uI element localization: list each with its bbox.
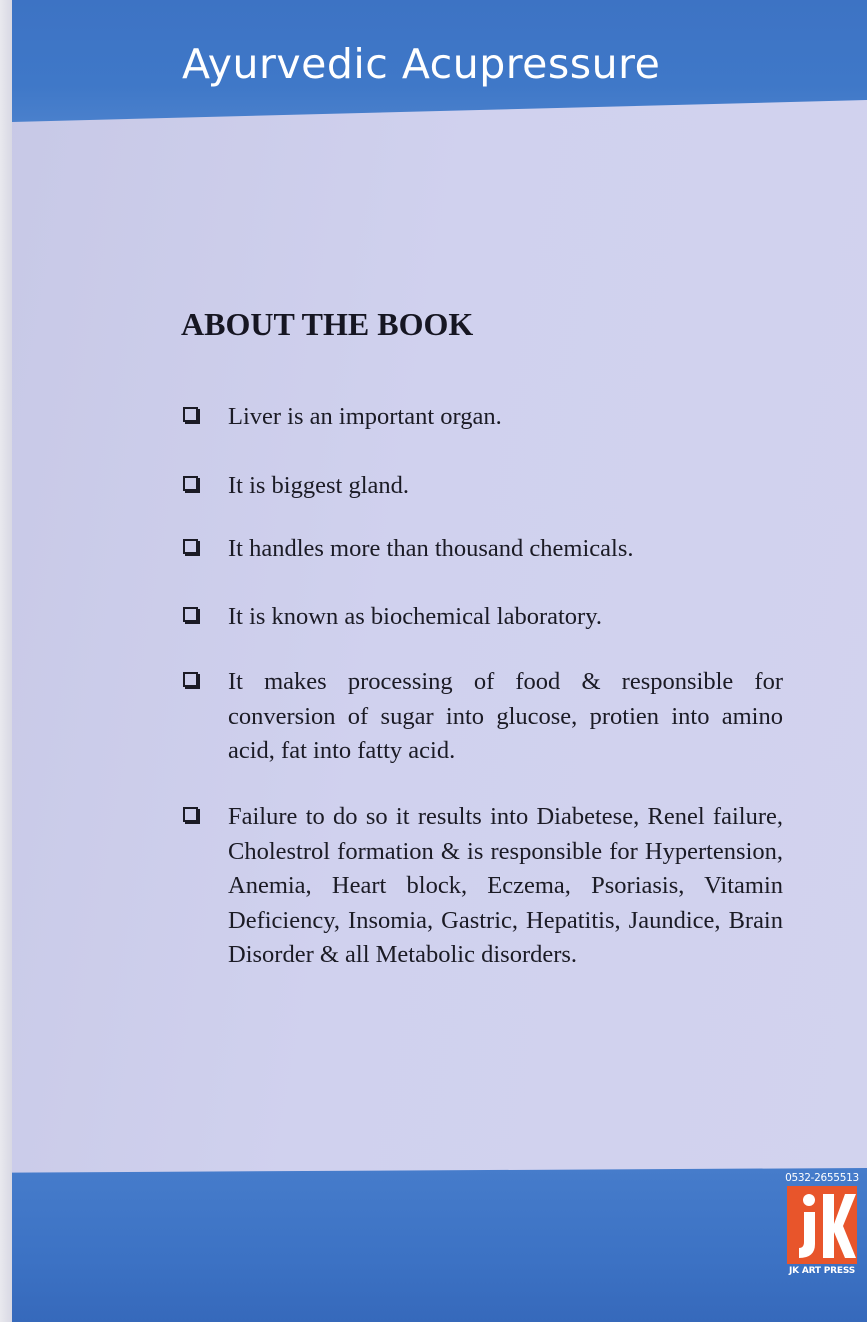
checkbox-bullet-icon (183, 476, 198, 491)
cover-edge (0, 0, 12, 1322)
list-item-text: It is biggest gland. (228, 472, 410, 499)
checkbox-bullet-icon (183, 807, 198, 822)
list-item-text: Liver is an important organ. (228, 403, 502, 430)
checkbox-bullet-icon (183, 672, 198, 687)
publisher-name: JK ART PRESS (788, 1266, 856, 1276)
list-item (183, 400, 783, 435)
checkbox-bullet-icon (183, 407, 198, 422)
section-heading: ABOUT THE BOOK (181, 306, 474, 342)
jk-logo-icon (787, 1186, 857, 1264)
list-item-text: Failure to do so it results into Diabetese, Renel failure, Cholestrol formation & is responsible for Hypertension, Anemia, Heart block, Eczema, Psoriasis, Vitamin Deficiency, Insomia, Gastric, Hepatitis, Jaundice, Brain Disorder & all Metabolic disorders. (228, 803, 783, 968)
list-item-text: It makes processing of food & responsible for conversion of sugar into glucose, protien into amino acid, fat into fatty acid. (228, 668, 783, 764)
publisher-mark (785, 1172, 859, 1276)
publisher-phone: 0532-2655513 (785, 1172, 859, 1184)
list-item-text: It handles more than thousand chemicals. (228, 535, 634, 562)
checkbox-bullet-icon (183, 539, 198, 554)
checkbox-bullet-icon (183, 607, 198, 622)
list-item (183, 800, 783, 973)
list-item (183, 469, 783, 504)
list-item (183, 532, 783, 567)
list-item-text: It is known as biochemical laboratory. (228, 603, 602, 630)
footer-band (12, 1168, 867, 1322)
book-title: Ayurvedic Acupressure (182, 40, 661, 88)
list-item (183, 600, 783, 635)
list-item (183, 665, 783, 769)
